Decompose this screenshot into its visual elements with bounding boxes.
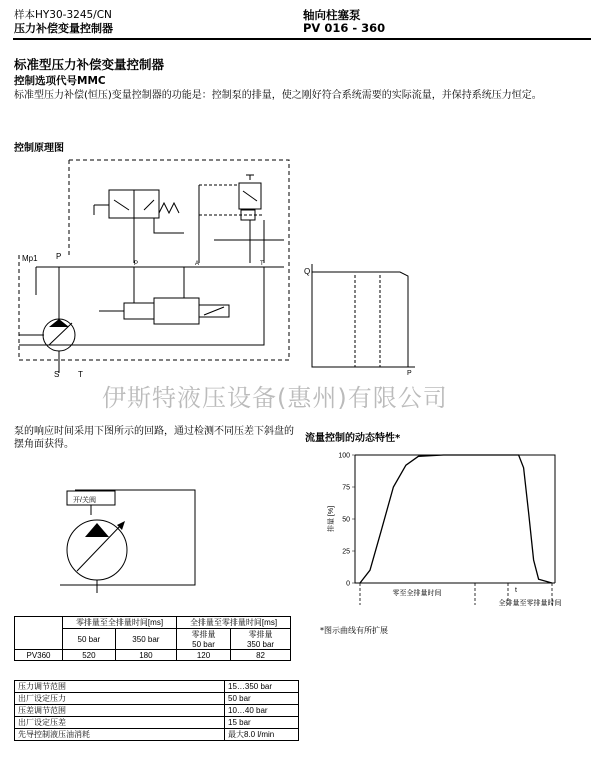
table-row — [15, 693, 299, 705]
valve-block-left — [109, 190, 134, 218]
header-right — [303, 9, 385, 35]
x-label-right: 全排量至零排量时间 — [498, 600, 562, 607]
spec-label: 压差调节范围 — [15, 705, 225, 717]
y-tick-label: 75 — [342, 484, 350, 492]
product-model: PV 016 - 360 — [303, 21, 386, 35]
spec-value: 15 bar — [225, 717, 299, 729]
chart-ylabel: 排量 [%] — [328, 505, 335, 533]
valve-label: 开/关阀 — [73, 497, 96, 504]
control-schematic — [14, 155, 310, 380]
test-pump-arrow-icon — [85, 523, 109, 537]
header-left — [14, 9, 113, 35]
row-value: 82 — [231, 650, 291, 661]
option-code: 控制选项代号MMC — [14, 75, 106, 87]
header-rule — [13, 38, 591, 40]
header-zero-to-full: 零排量至全排量时间[ms] — [63, 617, 177, 629]
table-row — [15, 729, 299, 741]
header-subtitle: 压力补偿变量控制器 — [14, 22, 113, 35]
spec-value: 10…40 bar — [225, 705, 299, 717]
spec-label: 出厂设定压力 — [15, 693, 225, 705]
y-tick-label: 100 — [338, 452, 350, 460]
dynamic-chart — [305, 445, 590, 620]
spec-label: 出厂设定压差 — [15, 717, 225, 729]
pq-curve — [300, 262, 425, 377]
y-tick-label: 50 — [342, 516, 350, 524]
table-row — [15, 650, 291, 661]
spring-symbol — [159, 203, 179, 213]
sample-number: 样本HY30-3245/CN — [14, 9, 112, 21]
label-t: T — [78, 370, 83, 379]
sub-header: 50 bar — [63, 629, 116, 650]
port-a: A — [195, 261, 200, 267]
spec-table — [14, 680, 299, 741]
displacement-series-line — [360, 455, 552, 583]
section-description: 标准型压力补偿(恒压)变量控制器的功能是：控制泵的排量，使之刚好符合系统需要的实际流量，并保持系统压力恒定。 — [14, 90, 542, 101]
port-t: T — [260, 261, 264, 267]
spec-label: 压力调节范围 — [15, 681, 225, 693]
dynamic-chart-title: 流量控制的动态特性* — [305, 433, 401, 444]
spec-value: 50 bar — [225, 693, 299, 705]
t-marker: t — [515, 587, 517, 594]
row-value: 180 — [115, 650, 176, 661]
row-value: 520 — [63, 650, 116, 661]
table-row — [15, 717, 299, 729]
chart-note: *图示曲线有所扩展 — [320, 626, 388, 635]
test-circuit — [55, 475, 215, 595]
port-p: P — [134, 261, 139, 267]
valve-block-right — [134, 190, 159, 218]
label-mp1: Mp1 — [22, 254, 38, 263]
response-time-table — [14, 616, 291, 661]
row-model: PV360 — [15, 650, 63, 661]
header-full-to-zero: 全排量至零排量时间[ms] — [176, 617, 290, 629]
response-text: 泵的响应时间采用下图所示的回路，通过检测不同压差下斜盘的摆角面获得。 — [14, 426, 294, 450]
curve-p-label: P — [407, 370, 412, 377]
section-title: 标准型压力补偿变量控制器 — [14, 57, 165, 72]
y-tick-label: 0 — [346, 580, 350, 588]
y-tick-label: 25 — [342, 548, 350, 556]
actuator-piston — [124, 303, 154, 319]
sub-header: 350 bar — [115, 629, 176, 650]
schematic-title: 控制原理图 — [14, 143, 64, 154]
curve-q-label: Q — [304, 267, 311, 276]
spec-value: 15…350 bar — [225, 681, 299, 693]
sub-header: 零排量 350 bar — [231, 629, 291, 650]
spec-label: 先导控制液压油消耗 — [15, 729, 225, 741]
spec-value: 最大8.0 l/min — [225, 729, 299, 741]
label-p: P — [56, 252, 62, 261]
sub-header: 零排量 50 bar — [176, 629, 230, 650]
table-row — [15, 705, 299, 717]
label-s: S — [54, 370, 60, 379]
x-label-left: 零至全排量时间 — [392, 590, 442, 597]
watermark: 伊斯特液压设备(惠州)有限公司 — [102, 384, 448, 412]
product-name: 轴向柱塞泵 — [303, 8, 361, 22]
row-value: 120 — [176, 650, 230, 661]
table-row — [15, 681, 299, 693]
